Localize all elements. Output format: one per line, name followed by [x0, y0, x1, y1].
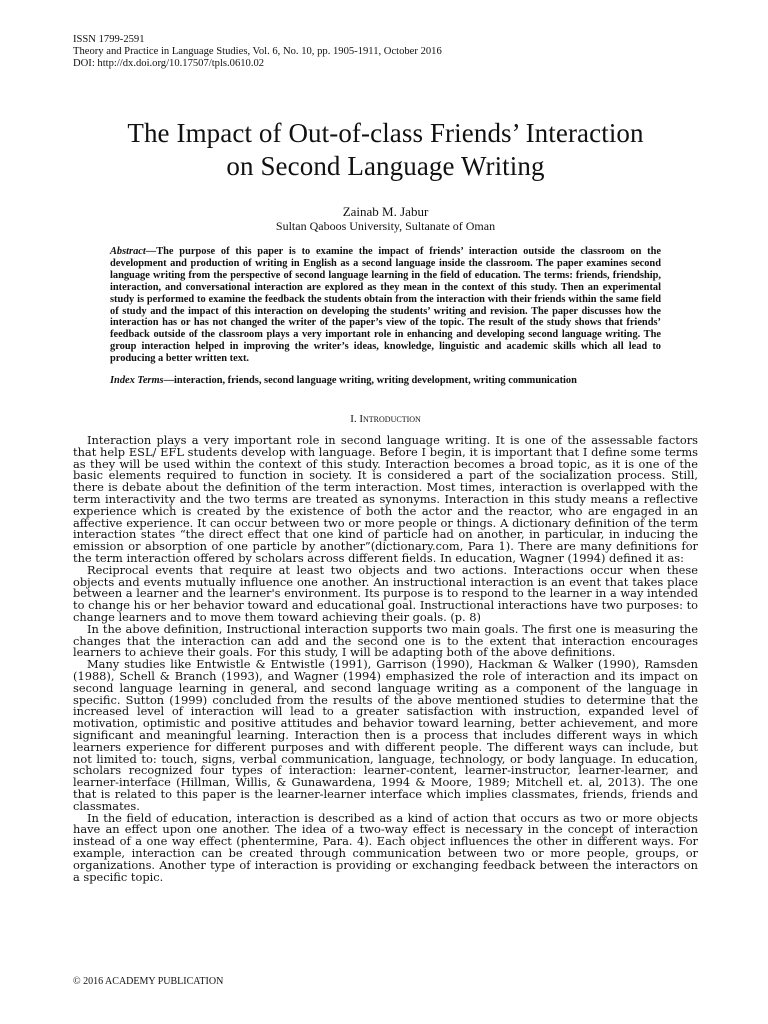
paper-title — [73, 117, 698, 183]
abstract — [110, 246, 661, 365]
paper-page — [73, 34, 698, 883]
paragraph: In the above definition, Instructional interaction supports two main goals. The first one is measuring the changes that the interaction can add and the second one is to the extent that interaction encourages learners to achieve their goals. For this study, I will be adapting both of the above definitions. — [73, 621, 698, 660]
section-number: I. — [350, 413, 357, 426]
doi-line: DOI: http://dx.doi.org/10.17507/tpls.0610.02 — [73, 58, 265, 69]
journal-citation: Theory and Practice in Language Studies, Vol. 6, No. 10, pp. 1905-1911, October 2016 — [73, 46, 442, 57]
paragraph: Many studies like Entwistle & Entwistle (1991), Garrison (1990), Hackman & Walker (1990), Ramsden (1988), Schell & Branch (1993), and Wagner (1994) emphasized the role of interaction and its impact on second language learning in general, and second language writing as a component of the language in specific. Sutton (1999) concluded from the results of the above mentioned studies to determine that the increased level of interaction will lead to a greater satisfaction with instruction, expanded level of motivation, optimistic and positive attitudes and behavior toward learning, better achievement, and more significant and meaningful learning. Interaction then is a process that includes different ways in which learners experience for different purposes and with different people. The different ways can include, but not limited to: touch, signs, verbal communication, language, technology, or body language. In education, scholars recognized four types of interaction: learner-content, learner-instructor, learner-learner, and learner-interface (Hillman, Willis, & Gunawardena, 1994 & Moore, 1989; Mitchell et. al, 2013). The one that is related to this paper is the learner-learner interface which implies classmates, friends, friends and classmates. — [73, 657, 698, 813]
copyright-footer: © 2016 ACADEMY PUBLICATION — [73, 976, 224, 987]
paragraph: In the field of education, interaction is described as a kind of action that occurs as two or more objects have an effect upon one another. The idea of a two-way effect is necessary in the concept of interaction instead of a one way effect (phentermine, Para. 4). Each object influences the other in different ways. For example, interaction can be created through communication between two or more people, groups, or organizations. Another type of interaction is providing or exchanging feedback between the interactors on a specific topic. — [73, 810, 698, 884]
introduction-body — [73, 435, 698, 883]
paper-title-line-2: on Second Language Writing — [226, 151, 545, 181]
paragraph: Interaction plays a very important role in second language writing. It is one of the assessable factors that help ESL/ EFL students develop with language. Before I begin, it is important that I define some terms as they will be used within the context of this study. Interaction becomes a broad topic, as it is one of the basic elements required to function in society. It is considered a part of the socialization process. Still, there is debate about the definition of the term interaction. Most times, interaction is overlapped with the term interactivity and the two terms are treated as synonyms. Interaction in this study means a reflective experience which is created by the existence of both the actor and the reactor, who are engaged in an affective experience. It can occur between two or more people or things. A dictionary definition of the term interaction states “the direct effect that one kind of particle had on another, in particular, in inducing the emission or absorption of one particle by another”(dictionary.com, Para 1). There are many definitions for the term interaction offered by scholars across different fields. In education, Wagner (1994) defined it as: — [73, 433, 698, 566]
abstract-text: —The purpose of this paper is to examine the impact of friends’ interaction outside the classroom on the development and production of writing in English as a second language inside the classroom. The paper examines second language writing from the perspective of second language learning in the field of education. The terms: friends, friendship, interaction, and conversational interaction are explored as they mean in the context of this study. Then an experimental study is performed to examine the feedback the students obtain from the interaction with their friends within the same field of study and the impact of this interaction on developing the students’ writing and revision. The paper discusses how the interaction has or has not changed the writer of the paper’s view of the topic. The result of the study shows that friends’ feedback outside of the classroom plays a very important role in enhancing and developing second language writing. The group interaction helped in improving the writer’s ideas, knowledge, linguistic and academic skills which all lead to producing a better written text. — [110, 246, 661, 365]
author-affiliation: Sultan Qaboos University, Sultanate of Oman — [275, 219, 496, 233]
section-title: Introduction — [359, 413, 421, 426]
index-terms-lead: Index Terms — [110, 375, 164, 387]
paper-title-line-1: The Impact of Out-of-class Friends’ Interaction — [127, 118, 644, 148]
author-name: Zainab M. Jabur — [342, 204, 429, 219]
issn-line: ISSN 1799-2591 — [73, 34, 145, 45]
abstract-lead: Abstract — [110, 246, 146, 257]
index-terms — [110, 375, 698, 387]
index-terms-text: —interaction, friends, second language writing, writing development, writing communication — [163, 375, 577, 387]
section-heading — [73, 413, 698, 426]
paragraph: Reciprocal events that require at least two objects and two actions. Interactions occur when these objects and events mutually influence one another. An instructional interaction is an event that takes place between a learner and the learner's environment. Its purpose is to respond to the learner in a way intended to change his or her behavior toward and educational goal. Instructional interactions have two purposes: to change learners and to move them toward achieving their goals. (p. 8) — [73, 562, 698, 625]
